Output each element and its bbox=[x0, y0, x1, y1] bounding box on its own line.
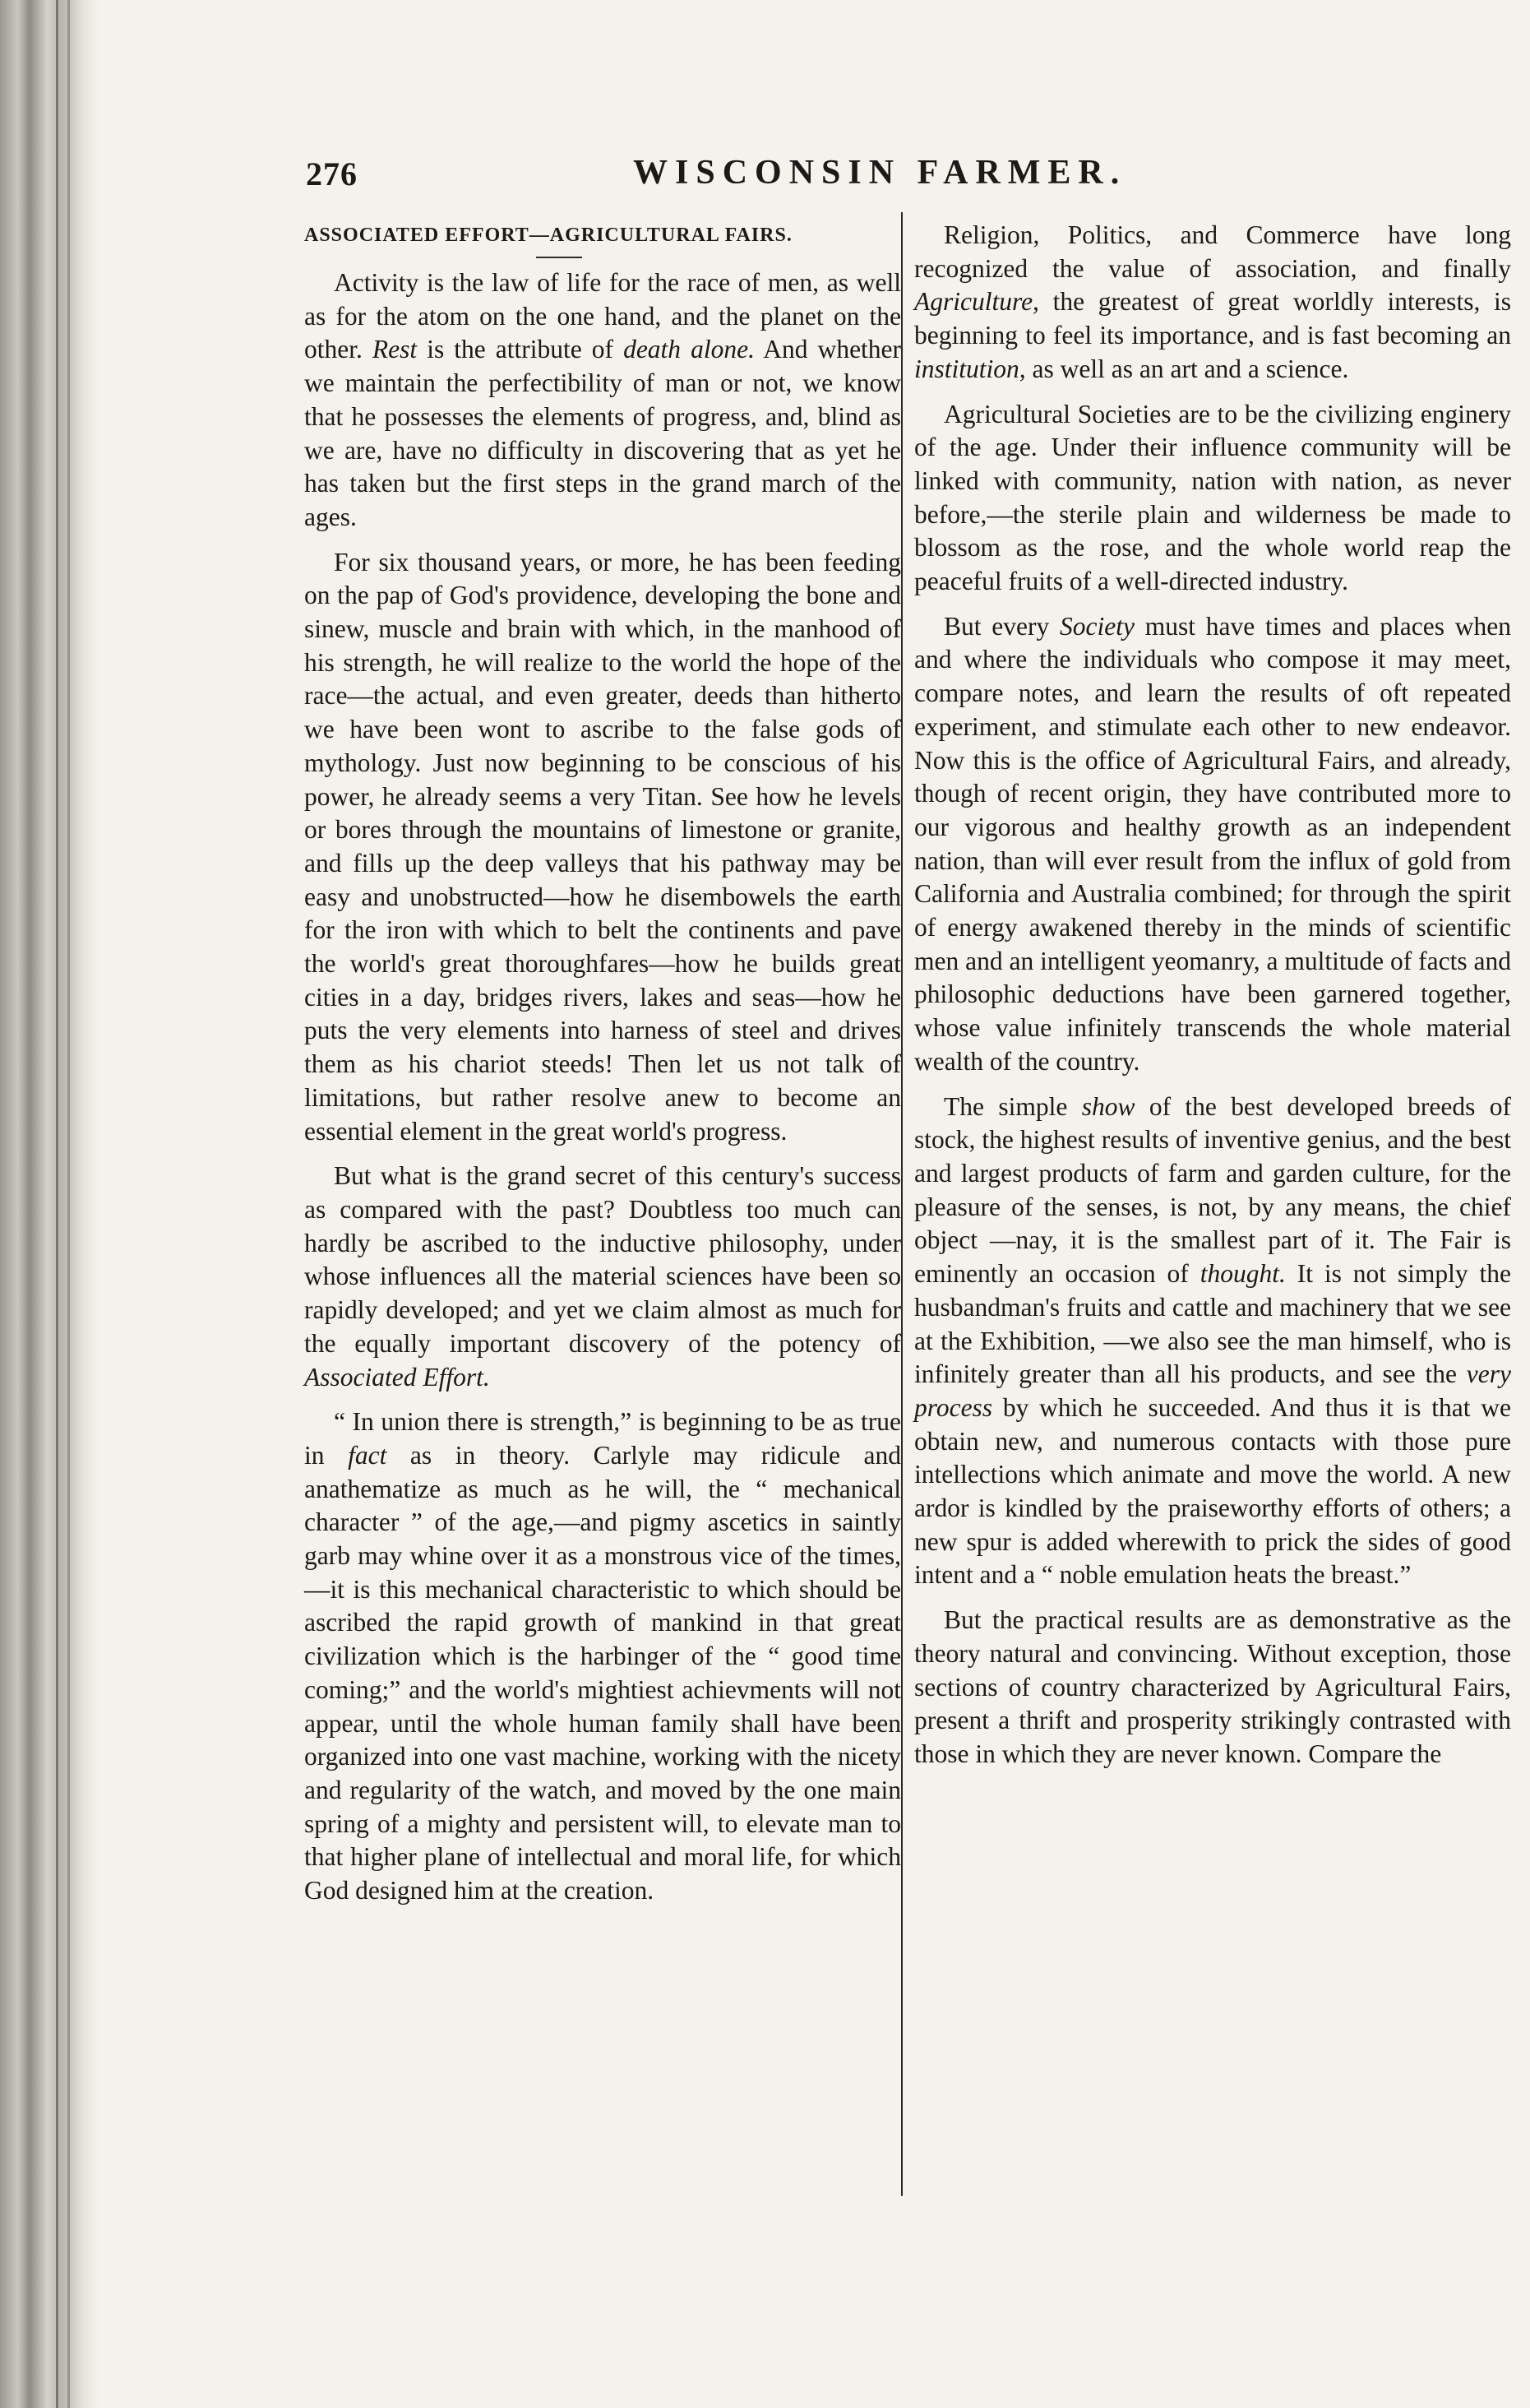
emphasis-institution: institution, bbox=[914, 354, 1026, 383]
emphasis-death-alone: death alone. bbox=[623, 335, 755, 364]
emphasis-fact: fact bbox=[348, 1440, 387, 1470]
left-column bbox=[304, 219, 901, 1919]
emphasis-society: Society bbox=[1060, 611, 1135, 641]
emphasis-show: show bbox=[1081, 1091, 1135, 1121]
emphasis-associated-effort: Associated Effort. bbox=[304, 1362, 490, 1392]
heading-rule bbox=[536, 257, 582, 258]
paragraph-4: “ In union there is strength,” is beginning to be as true in fact as in theory. Carlyle may ridicule and anathematize as much as he will, the “ mechanical character ” of the age,—and pigmy ascetics in saintly garb may whine over it as a monstrous vice of the times,—it is this mechanical characteristic to which should be ascribed the rapid growth of mankind in that great civilization which is the harbinger of the “ good time coming;” and the world's mightiest achievments will not appear, until the whole human family shall have been organized into one vast machine, working with the nicety and regularity of the watch, and moved by the one main spring of a mighty and persistent will, to elevate man to that higher plane of intellectual and moral life, for which God designed him at the creation. bbox=[304, 1407, 902, 1906]
gutter-line bbox=[56, 0, 58, 2408]
paragraph-8: The simple show of the best developed breeds of stock, the highest results of inventive genius, and the best and largest products of farm and garden culture, for the pleasure of the senses, is not, by any means, the chief object —nay, it is the smallest part of it. The Fair is eminently an occasion of thought. It is not simply the husbandman's fruits and cattle and machinery that we see at the Exhibition, —we also see the man himself, who is infinitely greater than all his products, and see the very process by which he succeeded. And thus it is that we obtain new, and numerous contacts with those pure intellections which animate and move the world. A new ardor is kindled by the praiseworthy efforts of others; a new spur is added wherewith to prick the sides of good intent and a “ noble emulation heats the breast.” bbox=[914, 1091, 1512, 1590]
paragraph-1: Activity is the law of life for the race of men, as well as for the atom on the one hand, and the planet on the other. Rest is the attribute of death alone. And whether we maintain the perfectibility of man or not, we know that he possesses the elements of progress, and, blind as we are, have no difficulty in discovering that as yet he has taken but the first steps in the grand march of the ages. bbox=[304, 268, 902, 531]
gutter-line bbox=[67, 0, 70, 2408]
emphasis-rest: Rest bbox=[372, 335, 418, 364]
article-heading: ASSOCIATED EFFORT—AGRICULTURAL FAIRS. bbox=[304, 225, 793, 246]
right-column bbox=[914, 219, 1511, 1783]
paragraph-7: But every Society must have times and places when and where the individuals who compose it may meet, compare notes, and learn the results of oft repeated experiment, and stimulate each other to new endeavor. Now this is the office of Agricultural Fairs, and already, though of recent origin, they have contributed more to our vigorous and healthy growth as an independent nation, than will ever result from the influx of gold from California and Australia combined; for through the spirit of energy awakened thereby in the minds of scientific men and an intelligent yeomanry, a multitude of facts and philosophic deductions have been garnered together, whose value infinitely transcends the whole material wealth of the country. bbox=[914, 611, 1512, 1076]
emphasis-agriculture: Agriculture, bbox=[914, 287, 1039, 317]
column-divider bbox=[901, 212, 903, 2196]
paragraph-2: For six thousand years, or more, he has been feeding on the pap of God's providence, developing the bone and sinew, muscle and brain with which, in the manhood of his strength, he will realize to the world the hope of the race—the actual, and even greater, deeds than hitherto we have been wont to ascribe to the false gods of mythology. Just now beginning to be conscious of his power, he already seems a very Titan. See how he levels or bores through the mountains of limestone or granite, and fills up the deep valleys that his pathway may be easy and unobstructed—how he disembowels the earth for the iron with which to belt the continents and pave the world's great thoroughfares—how he builds great cities in a day, bridges rivers, lakes and seas—how he puts the very elements into harness of steel and drives them as his chariot steeds! Then let us not talk of limitations, but rather resolve anew to become an essential element in the great world's progress. bbox=[304, 547, 901, 1146]
running-title: WISCONSIN FARMER. bbox=[633, 154, 1127, 192]
page-number: 276 bbox=[306, 155, 358, 192]
emphasis-very-process: very process bbox=[914, 1359, 1511, 1422]
paragraph-6: Agricultural Societies are to be the civilizing enginery of the age. Under their influence community will be linked with community, nation with nation, as never before,—the sterile plain and wilderness be made to blossom as the rose, and the whole world reap the peaceful fruits of a well-directed industry. bbox=[914, 399, 1511, 596]
emphasis-thought: thought. bbox=[1200, 1259, 1286, 1289]
paragraph-5: Religion, Politics, and Commerce have long recognized the value of association, and finally Agriculture, the greatest of great worldly interests, is beginning to feel its importance, and is fast becoming an institution, as well as an art and a science. bbox=[914, 220, 1511, 383]
paragraph-3: But what is the grand secret of this century's success as compared with the past? Doubtless too much can hardly be ascribed to the inductive philosophy, under whose influences all the material sciences have been so rapidly developed; and yet we claim almost as much for the equally important discovery of the potency of Associated Effort. bbox=[304, 1161, 901, 1392]
book-spine-gutter bbox=[0, 0, 99, 2408]
paragraph-9: But the practical results are as demonstrative as the theory natural and convincing. Without exception, those sections of country characterized by Agricultural Fairs, present a thrift and prosperity strikingly contrasted with those in which they are never known. Compare the bbox=[914, 1605, 1511, 1768]
